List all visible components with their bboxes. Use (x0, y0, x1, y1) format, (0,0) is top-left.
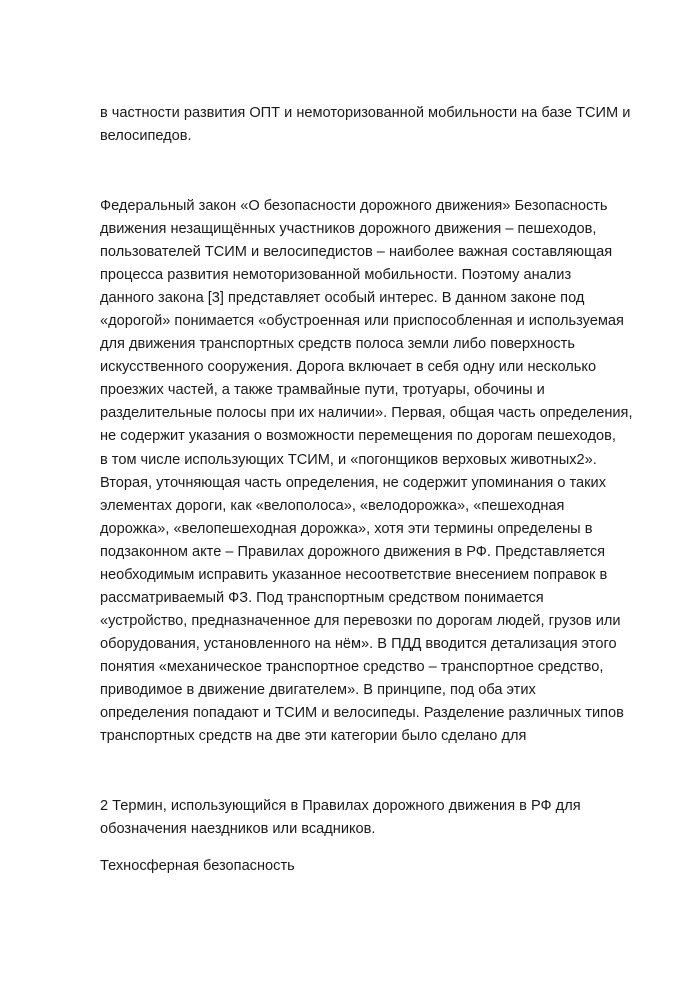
text-line: велосипедов. (100, 128, 192, 145)
text-line: оборудования, установленного на нём». В ПДД вводится детализация этого (100, 635, 617, 652)
text-line: процесса развития немоторизованной мобильности. Поэтому анализ (100, 267, 572, 284)
text-line: Вторая, уточняющая часть определения, не содержит упоминания о таких (100, 474, 606, 491)
text-line: в том числе использующих ТСИМ, и «погонщиков верховых животных2». (100, 451, 597, 468)
text-line: «дорогой» понимается «обустроенная или приспособленная и используемая (100, 313, 624, 330)
text-line: транспортных средств на две эти категории было сделано для (100, 728, 527, 745)
text-line: для движения транспортных средств полоса земли либо поверхность (100, 336, 575, 353)
text-line: проезжих частей, а также трамвайные пути, тротуары, обочины и (100, 382, 545, 399)
text-line: дорожка», «велопешеходная дорожка», хотя эти термины определены в (100, 520, 593, 537)
text-line: движения незащищённых участников дорожного движения – пешеходов, (100, 221, 597, 238)
text-line: не содержит указания о возможности перемещения по дорогам пешеходов, (100, 428, 616, 445)
text-line: Федеральный закон «О безопасности дорожного движения» Безопасность (100, 198, 608, 214)
footnote-line: обозначения наездников или всадников. (100, 821, 376, 838)
text-line: понятия «механическое транспортное средство – транспортное средство, (100, 658, 604, 675)
text-line: определения попадают и ТСИМ и велосипеды. Разделение различных типов (100, 705, 624, 722)
text-line: подзаконном акте – Правилах дорожного движения в РФ. Представляется (100, 543, 606, 560)
text-line: «устройство, предназначенное для перевозки по дорогам людей, грузов или (100, 612, 621, 629)
text-line: элементах дороги, как «велополоса», «велодорожка», «пешеходная (100, 497, 565, 514)
text-line: данного закона [3] представляет особый интерес. В данном законе под (100, 290, 585, 307)
main-paragraph (100, 195, 633, 748)
text-line: пользователей ТСИМ и велосипедистов – наиболее важная составляющая (100, 244, 613, 261)
text-line: необходимым исправить указанное несоответствие внесением поправок в (100, 566, 608, 583)
footnote (100, 795, 581, 841)
intro-paragraph (100, 102, 630, 148)
text-line: рассматриваемый ФЗ. Под транспортным средством понимается (100, 589, 544, 606)
text-line: разделительные полосы при их наличии». Первая, общая часть определения, (100, 405, 633, 422)
text-line: искусственного сооружения. Дорога включает в себя одну или несколько (100, 359, 597, 376)
footnote-line: 2 Термин, использующийся в Правилах дорожного движения в РФ для (100, 798, 581, 814)
page-footer: Техносферная безопасность (100, 858, 295, 874)
text-line: в частности развития ОПТ и немоторизованной мобильности на базе ТСИМ и (100, 105, 631, 121)
text-line: приводимое в движение двигателем». В принципе, под оба этих (100, 681, 536, 698)
